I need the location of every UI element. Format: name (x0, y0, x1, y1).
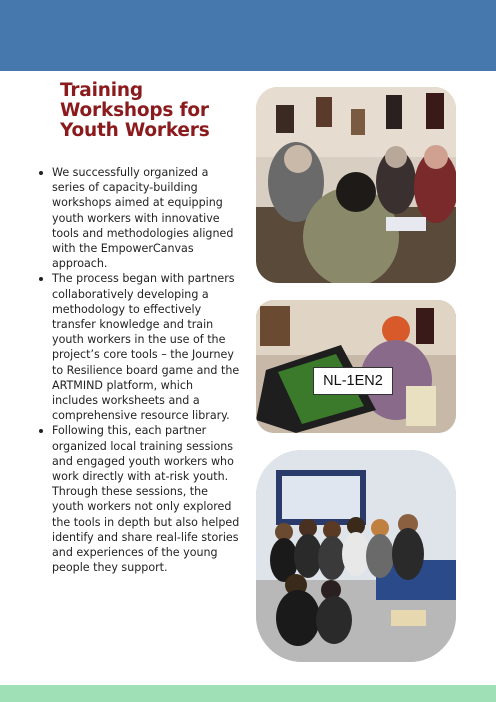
header-band (0, 0, 496, 71)
workshop-table-photo (256, 87, 456, 283)
bullet-item: We successfully organized a series of capacity-building workshops aimed at equipping youth workers with innovative tools and methodologies aligned with the EmpowerCanvas approach. (37, 165, 242, 271)
page-title: Training Workshops for Youth Workers (60, 80, 210, 141)
bullet-item: The process began with partners collaboratively developing a methodology to effectively transfer knowledge and train youth workers in the use of the project’s core tools – the Journey to Resilience board game and the ARTMIND platform, which includes worksheets and a comprehensive resource library. (37, 271, 242, 423)
bullet-list (37, 165, 242, 575)
bullet-item: Following this, each partner organized local training sessions and engaged youth workers who work directly with at-risk youth. Through these sessions, the youth workers not only explored the tools in depth but also helped identify and share real-life stories and experiences of the young people they support. (37, 423, 242, 575)
code-label: NL-1EN2 (313, 367, 393, 395)
footer-band (0, 685, 496, 702)
group-photo (256, 450, 456, 662)
